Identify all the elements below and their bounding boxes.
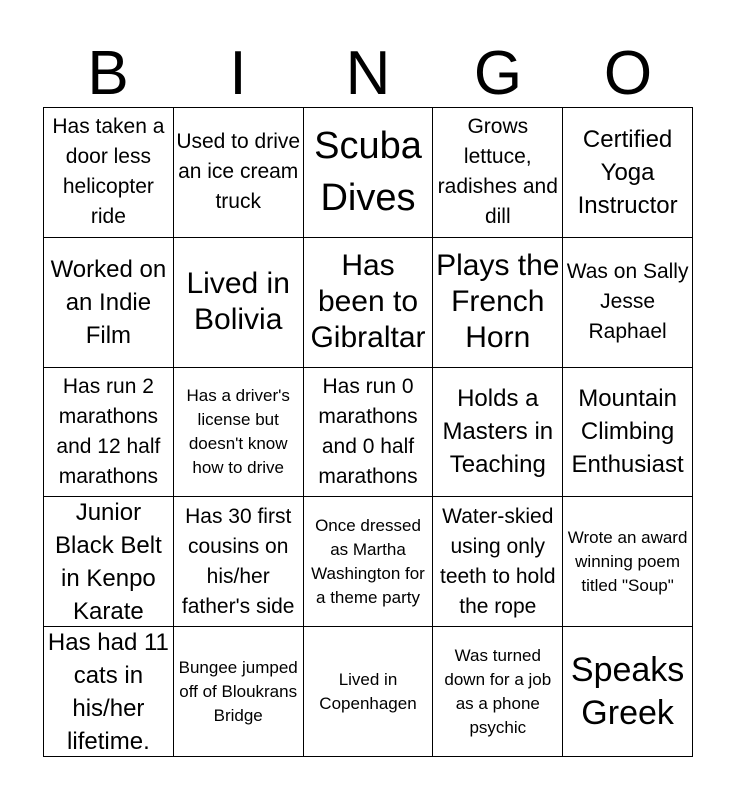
cell-text: Once dressed as Martha Washington for a theme party xyxy=(311,515,425,607)
bingo-cell-r3-c1[interactable] xyxy=(44,368,174,498)
cell-text: Used to drive an ice cream truck xyxy=(176,130,301,214)
cell-text: Was on Sally Jesse Raphael xyxy=(566,260,689,344)
bingo-cell-r2-c2[interactable] xyxy=(174,238,304,368)
bingo-cell-r3-c3[interactable] xyxy=(304,368,434,498)
bingo-cell-r4-c1[interactable] xyxy=(44,497,174,627)
cell-text: Has run 2 marathons and 12 half marathons xyxy=(56,374,161,488)
cell-text: Has been to Gibraltar xyxy=(310,249,426,355)
cell-text: Wrote an award winning poem titled "Soup" xyxy=(567,527,688,595)
bingo-cell-r1-c1[interactable] xyxy=(44,108,174,238)
bingo-card-grid xyxy=(43,107,693,757)
bingo-cell-r1-c5[interactable] xyxy=(563,108,693,238)
cell-text: Holds a Masters in Teaching xyxy=(442,385,554,479)
bingo-cell-r5-c3[interactable] xyxy=(304,627,434,757)
bingo-cell-r4-c5[interactable] xyxy=(563,497,693,627)
bingo-cell-r5-c4[interactable] xyxy=(433,627,563,757)
bingo-cell-r2-c5[interactable] xyxy=(563,238,693,368)
cell-text: Speaks Greek xyxy=(570,650,685,732)
cell-text: Has a driver's license but doesn't know how to drive xyxy=(186,385,290,477)
cell-text: Water-skied using only teeth to hold the rope xyxy=(439,504,556,618)
header-letter-g: G xyxy=(473,39,523,108)
bingo-cell-r3-c2[interactable] xyxy=(174,368,304,498)
cell-text: Has taken a door less helicopter ride xyxy=(52,115,165,229)
bingo-cell-r4-c3[interactable] xyxy=(304,497,434,627)
bingo-cell-r3-c4[interactable] xyxy=(433,368,563,498)
cell-text: Worked on an Indie Film xyxy=(50,255,167,349)
bingo-cell-r1-c2[interactable] xyxy=(174,108,304,238)
header-letter-o: O xyxy=(603,39,653,108)
header-letter-n: N xyxy=(345,39,391,108)
bingo-cell-r5-c2[interactable] xyxy=(174,627,304,757)
cell-text: Lived in Copenhagen xyxy=(319,669,417,713)
bingo-cell-r2-c1[interactable] xyxy=(44,238,174,368)
cell-text: Bungee jumped off of Bloukrans Bridge xyxy=(178,657,298,725)
bingo-cell-r5-c1[interactable] xyxy=(44,627,174,757)
bingo-cell-r4-c4[interactable] xyxy=(433,497,563,627)
cell-text: Junior Black Belt in Kenpo Karate xyxy=(55,498,162,625)
bingo-cell-r3-c5[interactable] xyxy=(563,368,693,498)
cell-text: Mountain Climbing Enthusiast xyxy=(571,385,684,479)
cell-text: Was turned down for a job as a phone psychic xyxy=(444,645,552,737)
bingo-cell-r1-c4[interactable] xyxy=(433,108,563,238)
cell-text: Certified Yoga Instructor xyxy=(577,125,678,219)
bingo-header xyxy=(43,39,693,108)
cell-text: Has had 11 cats in his/her lifetime. xyxy=(47,628,169,755)
header-letter-i: I xyxy=(229,39,247,108)
cell-text: Has run 0 marathons and 0 half marathons xyxy=(318,374,418,488)
cell-text: Has 30 first cousins on his/her father's side xyxy=(181,504,295,618)
bingo-cell-r4-c2[interactable] xyxy=(174,497,304,627)
cell-text: Scuba Dives xyxy=(314,125,422,220)
bingo-cell-r2-c4[interactable] xyxy=(433,238,563,368)
cell-text: Plays the French Horn xyxy=(436,249,560,355)
bingo-cell-r2-c3[interactable] xyxy=(304,238,434,368)
cell-text: Lived in Bolivia xyxy=(186,267,290,337)
bingo-cell-r1-c3[interactable] xyxy=(304,108,434,238)
bingo-cell-r5-c5[interactable] xyxy=(563,627,693,757)
cell-text: Grows lettuce, radishes and dill xyxy=(437,115,558,229)
header-letter-b: B xyxy=(87,39,129,108)
